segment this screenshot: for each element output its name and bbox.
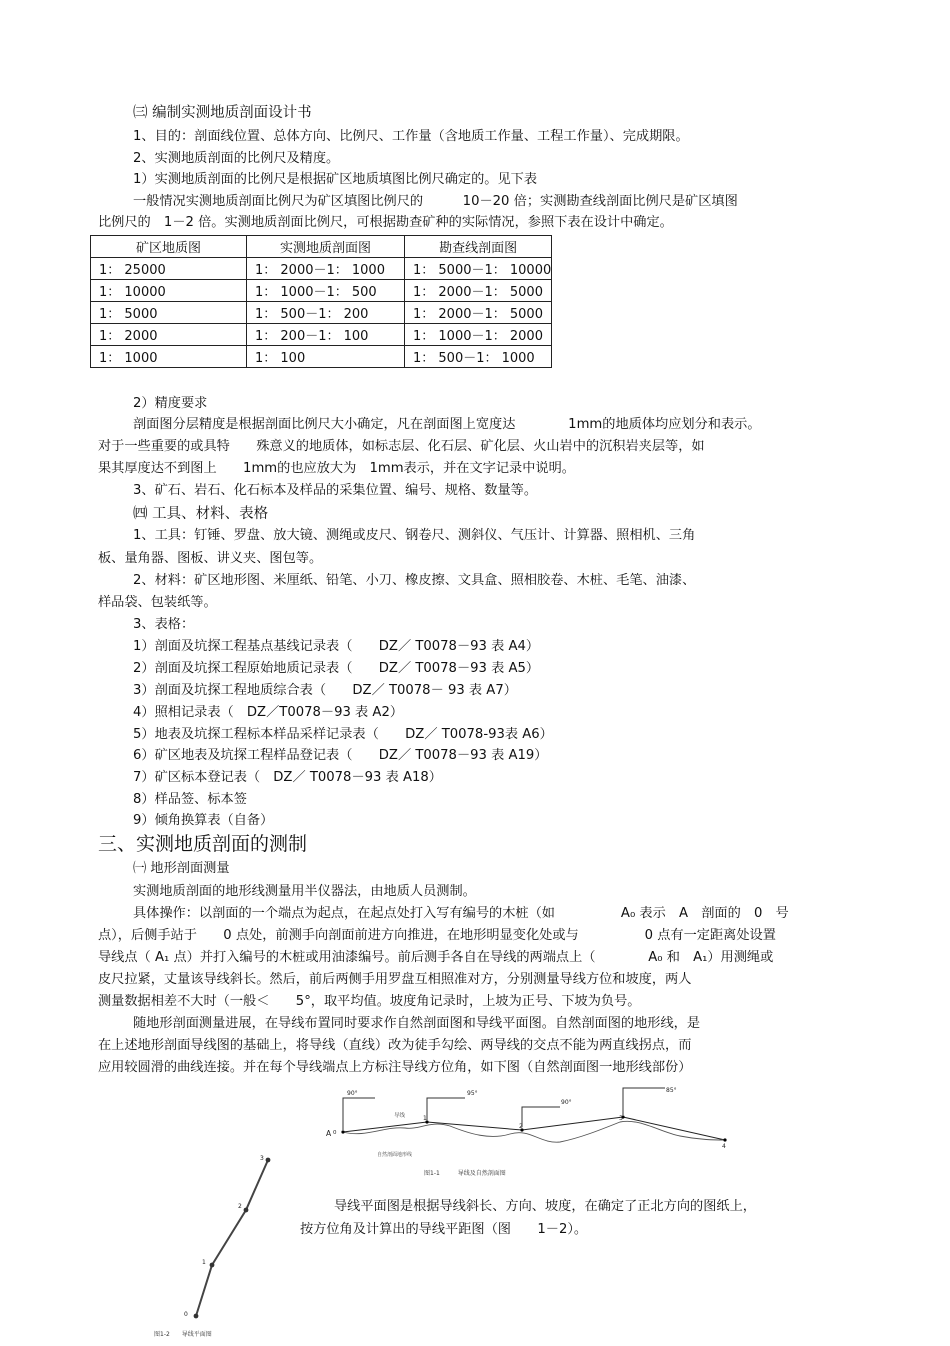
traverse-profile-figure bbox=[320, 1082, 740, 1184]
form-item: 3）剖面及坑探工程地质综合表（ DZ／ T0078－ 93 表 A7） bbox=[133, 683, 517, 698]
materials-line-2: 样品袋、包装纸等。 bbox=[98, 595, 217, 610]
table-cell: 1： 500－1： 200 bbox=[247, 302, 405, 324]
forms-heading: 3、表格： bbox=[133, 617, 195, 632]
table-cell: 1： 2000－1： 5000 bbox=[405, 280, 552, 302]
point-label: 4 bbox=[722, 1143, 726, 1150]
natural-profile-label: 自然剖面地形线 bbox=[377, 1152, 413, 1158]
table-row bbox=[91, 302, 552, 324]
start-point-label: A bbox=[326, 1129, 332, 1138]
point-label: 0 bbox=[184, 1311, 188, 1318]
point-label: 3 bbox=[260, 1155, 264, 1162]
table-cell: 1： 1000－1： 500 bbox=[247, 280, 405, 302]
scale-table bbox=[90, 235, 552, 368]
table-cell: 1： 25000 bbox=[91, 258, 247, 280]
samples-line: 3、矿石、岩石、化石标本及样品的采集位置、编号、规格、数量等。 bbox=[133, 483, 538, 498]
natural-profile-line bbox=[343, 1121, 725, 1142]
traverse-point bbox=[244, 1208, 249, 1213]
table-cell: 1： 5000 bbox=[91, 302, 247, 324]
precision-line-3: 果其厚度达不到图上 1mm的也应放大为 1mm表示，并在文字记录中说明。 bbox=[98, 461, 575, 476]
table-cell: 1： 1000 bbox=[91, 346, 247, 368]
scale-basis-line: 1）实测地质剖面的比例尺是根据矿区地质填图比例尺确定的。见下表 bbox=[133, 172, 538, 187]
operation-line-3: 导线点（ A₁ 点）并打入编号的木桩或用油漆编号。前后测手各自在导线的两端点上（ A₀ 和 A₁）用测绳或 bbox=[98, 950, 774, 965]
traverse-point bbox=[194, 1314, 199, 1319]
point-label: 1 bbox=[423, 1115, 427, 1122]
table-row bbox=[91, 346, 552, 368]
traverse-label: 导线 bbox=[394, 1113, 406, 1119]
operation-line-5: 测量数据相差不大时（一般＜ 5°，取平均值。坡度角记录时，上坡为正号、下坡为负号。 bbox=[98, 994, 641, 1009]
table-cell: 1： 200－1： 100 bbox=[247, 324, 405, 346]
table-cell: 1： 100 bbox=[247, 346, 405, 368]
form-item: 2）剖面及坑探工程原始地质记录表（ DZ／ T0078－93 表 A5） bbox=[133, 661, 540, 676]
table-cell: 1： 500－1： 1000 bbox=[405, 346, 552, 368]
point-label: 1 bbox=[202, 1259, 206, 1266]
survey-method-line: 实测地质剖面的地形线测量用半仪器法，由地质人员测制。 bbox=[133, 884, 476, 899]
form-item: 8）样品签、标本签 bbox=[133, 792, 247, 807]
section-heading-tools: ㈣ 工具、材料、表格 bbox=[133, 506, 269, 522]
traverse-plan-line bbox=[196, 1160, 268, 1316]
azimuth-label: 85° bbox=[666, 1087, 677, 1094]
tools-line-2: 板、量角器、图板、讲义夹、图包等。 bbox=[98, 551, 323, 566]
table-row bbox=[91, 280, 552, 302]
precision-heading: 2）精度要求 bbox=[133, 396, 208, 411]
purpose-line: 1、目的：剖面线位置、总体方向、比例尺、工作量（含地质工作量、工程工作量）、完成期限。 bbox=[133, 129, 689, 144]
scale-paragraph-line-1: 一般情况实测地质剖面比例尺为矿区填图比例尺的 10－20 倍；实测勘查线剖面比例尺是矿区填图 bbox=[133, 194, 738, 209]
table-header-cell: 矿区地质图 bbox=[91, 236, 247, 258]
traverse-point bbox=[723, 1138, 726, 1141]
point-label: 2 bbox=[519, 1123, 523, 1130]
table-cell: 1： 2000－1： 5000 bbox=[405, 302, 552, 324]
table-cell: 1： 10000 bbox=[91, 280, 247, 302]
table-cell: 1： 2000 bbox=[91, 324, 247, 346]
azimuth-marker bbox=[522, 1107, 560, 1127]
table-row bbox=[91, 258, 552, 280]
materials-line-1: 2、材料：矿区地形图、米厘纸、铅笔、小刀、橡皮擦、文具盒、照相胶卷、木桩、毛笔、油漆、 bbox=[133, 573, 696, 588]
figure-caption: 图1-1 导线及自然剖面图 bbox=[424, 1170, 506, 1177]
profile-line-1: 随地形剖面测量进展，在导线布置同时要求作自然剖面图和导线平面图。自然剖面图的地形线，是 bbox=[133, 1016, 701, 1031]
tools-line-1: 1、工具：钉锤、罗盘、放大镜、测绳或皮尺、钢卷尺、测斜仪、气压计、计算器、照相机、三角 bbox=[133, 528, 696, 543]
operation-line-1: 具体操作：以剖面的一个端点为起点，在起点处打入写有编号的木桩（如 A₀ 表示 A 剖面的 0 号 bbox=[133, 906, 789, 921]
form-item: 6）矿区地表及坑探工程样品登记表（ DZ／ T0078－93 表 A19） bbox=[133, 748, 548, 763]
table-cell: 1： 1000－1： 2000 bbox=[405, 324, 552, 346]
table-cell: 1： 5000－1： 10000 bbox=[405, 258, 552, 280]
operation-line-2: 点），后侧手站于 0 点处，前测手向剖面前进方向推进，在地形明显变化处或与 0 点有一定距离处设置 bbox=[98, 928, 776, 943]
azimuth-label: 90° bbox=[561, 1099, 572, 1106]
figure-caption: 图1-2 导线平面图 bbox=[154, 1331, 212, 1338]
precision-line-2: 对于一些重要的或具特 殊意义的地质体，如标志层、化石层、矿化层、火山岩中的沉积岩夹层等，如 bbox=[98, 439, 705, 454]
azimuth-marker bbox=[343, 1098, 375, 1130]
azimuth-marker bbox=[427, 1098, 465, 1120]
form-item: 5）地表及坑探工程标本样品采样记录表（ DZ／ T0078-93表 A6） bbox=[133, 727, 553, 742]
point-label: 2 bbox=[238, 1203, 242, 1210]
point-label: 3 bbox=[619, 1115, 623, 1122]
profile-line-3: 应用较圆滑的曲线连接。并在每个导线端点上方标注导线方位角，如下图（自然剖面图一地形线部份） bbox=[98, 1060, 692, 1075]
scale-paragraph-line-2: 比例尺的 1－2 倍。实测地质剖面比例尺，可根据勘查矿种的实际情况，参照下表在设计中确定。 bbox=[98, 215, 673, 230]
traverse-point bbox=[341, 1130, 344, 1133]
form-item: 1）剖面及坑探工程基点基线记录表（ DZ／ T0078－93 表 A4） bbox=[133, 639, 540, 654]
precision-line-1: 剖面图分层精度是根据剖面比例尺大小确定，凡在剖面图上宽度达 1mm的地质体均应划分和表示。 bbox=[133, 417, 761, 432]
azimuth-label: 95° bbox=[467, 1090, 478, 1097]
traverse-point bbox=[266, 1158, 271, 1163]
table-header-row bbox=[91, 236, 552, 258]
table-header-cell: 勘查线剖面图 bbox=[405, 236, 552, 258]
plan-line-1: 导线平面图是根据导线斜长、方向、坡度，在确定了正北方向的图纸上， bbox=[334, 1199, 756, 1214]
azimuth-label: 90° bbox=[347, 1090, 358, 1097]
chapter-title: 三、实测地质剖面的测制 bbox=[98, 833, 308, 855]
plan-line-2: 按方位角及计算出的导线平距图（图 1－2）。 bbox=[300, 1222, 588, 1237]
form-item: 7）矿区标本登记表（ DZ／ T0078－93 表 A18） bbox=[133, 770, 442, 785]
form-item: 9）倾角换算表（自备） bbox=[133, 813, 274, 828]
operation-line-4: 皮尺拉紧，丈量该导线斜长。然后，前后两侧手用罗盘互相照准对方，分别测量导线方位和坡度，两人 bbox=[98, 972, 692, 987]
azimuth-marker bbox=[623, 1088, 665, 1115]
traverse-point bbox=[210, 1263, 215, 1268]
scale-precision-line: 2、实测地质剖面的比例尺及精度。 bbox=[133, 151, 340, 166]
subsection-heading: ㈠ 地形剖面测量 bbox=[133, 861, 230, 876]
table-row bbox=[91, 324, 552, 346]
table-header-cell: 实测地质剖面图 bbox=[247, 236, 405, 258]
traverse-plan-figure bbox=[150, 1148, 290, 1344]
profile-line-2: 在上述地形剖面导线图的基础上，将导线（直线）改为徒手勾绘、两导线的交点不能为两直线拐点，而 bbox=[98, 1038, 692, 1053]
table-cell: 1： 2000－1： 1000 bbox=[247, 258, 405, 280]
form-item: 4）照相记录表（ DZ／T0078－93 表 A2） bbox=[133, 705, 404, 720]
start-point-subscript: 0 bbox=[333, 1130, 337, 1136]
section-heading-design-book: ㈢ 编制实测地质剖面设计书 bbox=[133, 105, 312, 121]
